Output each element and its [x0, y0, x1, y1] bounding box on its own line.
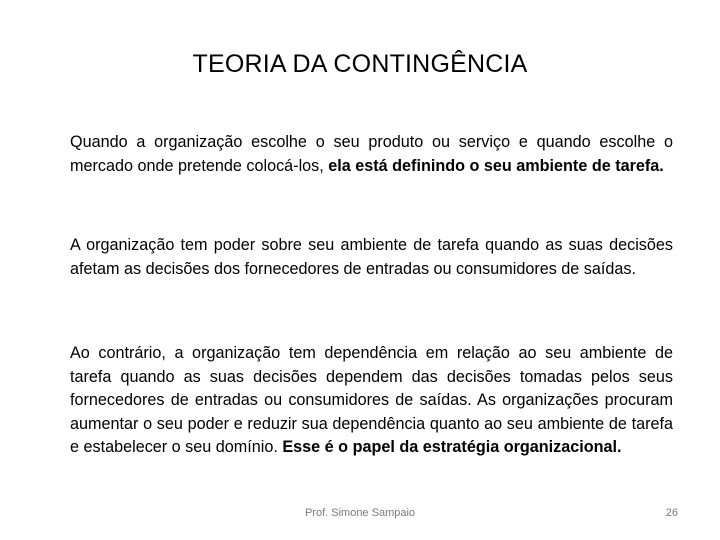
paragraph-3-text: Ao contrário, a organização tem dependência em relação ao seu ambiente de tarefa quando as suas decisões dependem das decisões tomadas pelos seus fornecedores de entradas ou consumidores de saídas. As organizações procuram aumentar o seu poder e reduzir sua dependência quanto ao seu ambiente de tarefa e estabelecer o seu domínio.: [70, 344, 673, 456]
paragraph-3-bold-text: Esse é o papel da estratégia organizacional.: [282, 438, 622, 456]
page-number: 26: [665, 507, 678, 519]
paragraph-2: [70, 234, 673, 281]
paragraph-1-text: Quando a organização escolhe o seu produto ou serviço e quando escolhe o mercado onde pretende colocá-los,: [70, 133, 673, 175]
paragraph-3: [70, 342, 673, 460]
paragraph-2-text: A organização tem poder sobre seu ambiente de tarefa quando as suas decisões afetam as decisões dos fornecedores de entradas ou consumidores de saídas.: [70, 236, 673, 278]
footer-author: Prof. Simone Sampaio: [304, 507, 416, 519]
paragraph-1: [70, 131, 673, 178]
paragraph-1-bold-text: ela está definindo o seu ambiente de tarefa.: [328, 156, 664, 175]
slide-title: TEORIA DA CONTINGÊNCIA: [192, 50, 528, 78]
